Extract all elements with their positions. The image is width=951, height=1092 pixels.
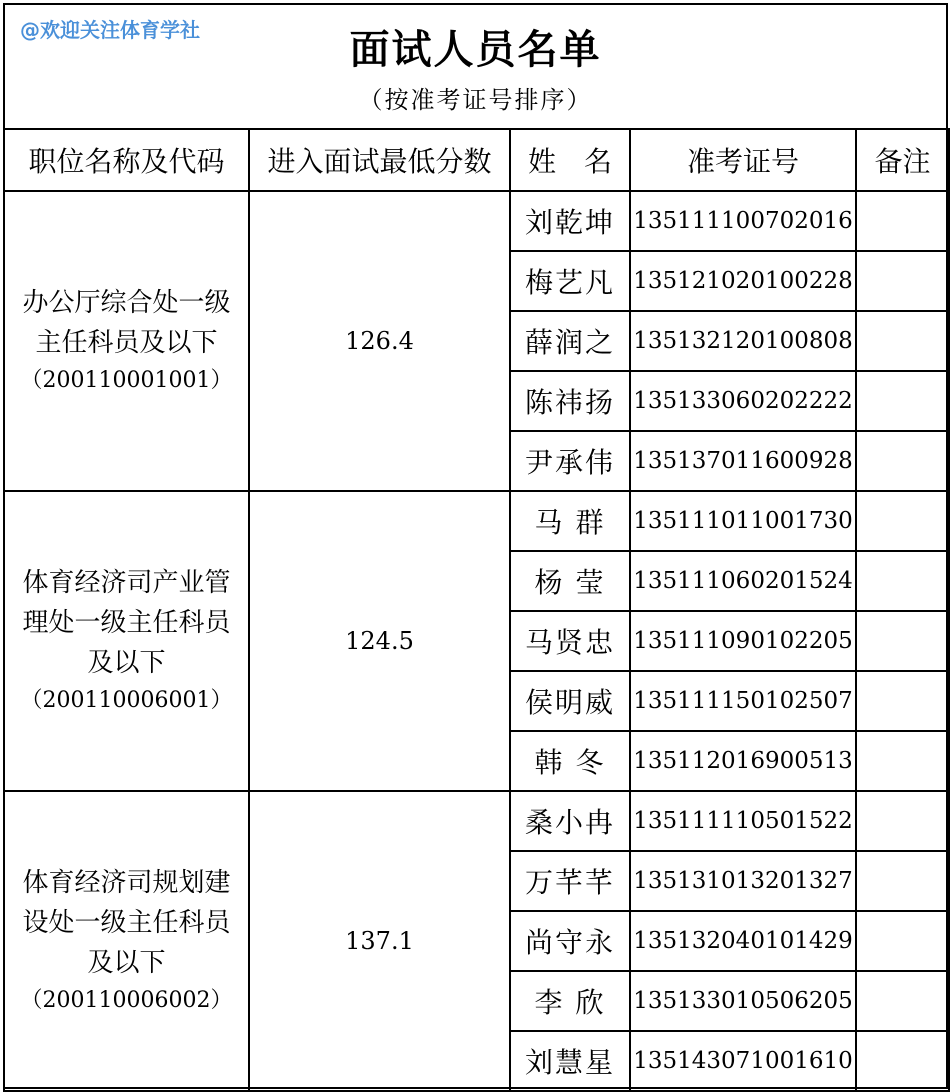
watermark-text: @欢迎关注体育学社: [20, 18, 200, 42]
document-title: 面试人员名单: [349, 26, 602, 73]
position-code: （200110001001）: [20, 368, 233, 393]
note-cell: [856, 731, 949, 791]
candidate-name: 桑小冉: [510, 791, 630, 851]
candidate-name: 尹承伟: [510, 431, 630, 491]
table-row: [4, 791, 949, 851]
exam-id-cell: 135111090102205: [630, 611, 856, 671]
candidate-name: 韩 冬: [510, 731, 630, 791]
candidate-name: 薛润之: [510, 311, 630, 371]
candidate-name: 杨 莹: [510, 551, 630, 611]
header-row: [4, 129, 949, 191]
header-exam-id: 准考证号: [630, 129, 856, 191]
position-cell: [4, 191, 249, 491]
exam-id-cell: 135132040101429: [630, 911, 856, 971]
candidate-name: 李 欣: [510, 971, 630, 1031]
exam-id-cell: 135111100702016: [630, 191, 856, 251]
table-row: [4, 491, 949, 551]
position-name: 体育经济司规划建设处一级主任科员及以下: [22, 868, 231, 978]
note-cell: [856, 551, 949, 611]
note-cell: [856, 491, 949, 551]
min-score-cell: 137.1: [249, 791, 510, 1091]
candidate-name: 侯明威: [510, 671, 630, 731]
candidate-name: 刘慧星: [510, 1031, 630, 1091]
note-cell: [856, 311, 949, 371]
note-cell: [856, 1031, 949, 1091]
exam-id-cell: 135111060201524: [630, 551, 856, 611]
position-name: 办公厅综合处一级主任科员及以下: [22, 288, 231, 358]
exam-id-cell: 135111110501522: [630, 791, 856, 851]
exam-id-cell: 135143071001610: [630, 1031, 856, 1091]
position-name: 体育经济司产业管理处一级主任科员及以下: [22, 568, 231, 678]
note-cell: [856, 971, 949, 1031]
exam-id-cell: 135131013201327: [630, 851, 856, 911]
exam-id-cell: 135112016900513: [630, 731, 856, 791]
position-code: （200110006002）: [20, 988, 233, 1013]
exam-id-cell: 135137011600928: [630, 431, 856, 491]
position-cell: [4, 791, 249, 1091]
exam-id-cell: 135132120100808: [630, 311, 856, 371]
note-cell: [856, 611, 949, 671]
exam-id-cell: 135111150102507: [630, 671, 856, 731]
interview-table: [3, 128, 950, 1092]
position-code: （200110006001）: [20, 688, 233, 713]
note-cell: [856, 851, 949, 911]
exam-id-cell: 135111011001730: [630, 491, 856, 551]
header-min-score: 进入面试最低分数: [249, 129, 510, 191]
note-cell: [856, 251, 949, 311]
header-note: 备注: [856, 129, 949, 191]
candidate-name: 万芊芊: [510, 851, 630, 911]
document-subtitle: （按准考证号排序）: [358, 86, 593, 114]
candidate-name: 梅艺凡: [510, 251, 630, 311]
candidate-name: 刘乾坤: [510, 191, 630, 251]
note-cell: [856, 791, 949, 851]
min-score-cell: 126.4: [249, 191, 510, 491]
table-body: [4, 191, 949, 1091]
candidate-name: 马贤忠: [510, 611, 630, 671]
note-cell: [856, 191, 949, 251]
exam-id-cell: 135133060202222: [630, 371, 856, 431]
candidate-name: 马 群: [510, 491, 630, 551]
exam-id-cell: 135133010506205: [630, 971, 856, 1031]
header-name: 姓 名: [510, 129, 630, 191]
candidate-name: 陈祎扬: [510, 371, 630, 431]
note-cell: [856, 671, 949, 731]
header-position: 职位名称及代码: [4, 129, 249, 191]
note-cell: [856, 431, 949, 491]
position-cell: [4, 491, 249, 791]
exam-id-cell: 135121020100228: [630, 251, 856, 311]
min-score-cell: 124.5: [249, 491, 510, 791]
table-row: [4, 191, 949, 251]
candidate-name: 尚守永: [510, 911, 630, 971]
note-cell: [856, 371, 949, 431]
note-cell: [856, 911, 949, 971]
